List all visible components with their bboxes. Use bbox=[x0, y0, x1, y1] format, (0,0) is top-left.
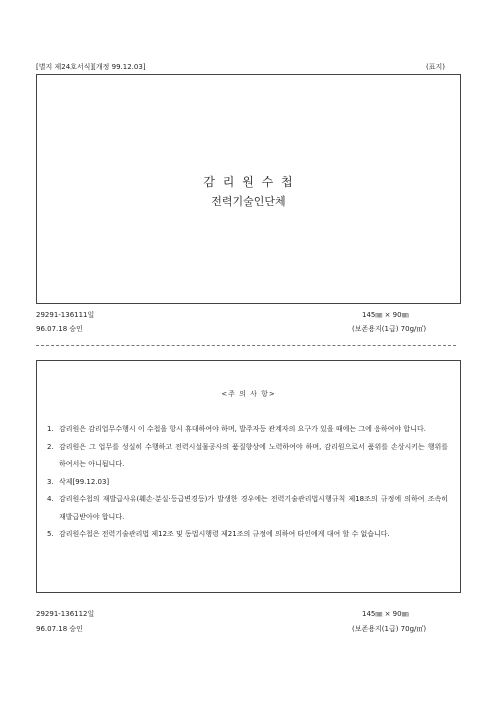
notice-item-text: 감리원은 그 업무를 성실히 수행하고 전력시설물공사의 품질향상에 노력하여야 하며, 감리원으로서 품위를 손상시키는 행위를 하여서는 아니됩니다. bbox=[59, 442, 448, 468]
notice-item-text: 삭제[99.12.03] bbox=[59, 477, 110, 486]
notice-item-number: 2. bbox=[47, 442, 54, 451]
form-size: 145㎜ × 90㎜ bbox=[362, 311, 409, 319]
form-size: 145㎜ × 90㎜ bbox=[362, 610, 409, 618]
notice-heading: <주 의 사 항> bbox=[221, 390, 276, 398]
notice-item-text: 감리원수첩은 전력기술관리법 제12조 및 동법시행령 제21조의 규정에 의하여 타인에게 대여 할 수 없습니다. bbox=[59, 530, 390, 538]
approval-date: 96.07.18 승인 bbox=[36, 625, 83, 633]
cut-line bbox=[36, 345, 456, 346]
notice-item bbox=[37, 474, 460, 492]
notice-item bbox=[37, 491, 460, 526]
form-number-label: [별지 제24호서식][개정 99.12.03] bbox=[36, 63, 146, 71]
paper-spec: (보존용지(1급) 70g/㎡) bbox=[352, 325, 427, 333]
issuer-name: 전력기술인단체 bbox=[211, 195, 286, 208]
notice-item-text: 감리원은 감리업무수행시 이 수첩을 항시 휴대하여야 하며, 발주자등 관계자의 요구가 있을 때에는 그에 응하여야 합니다. bbox=[59, 425, 426, 433]
notice-item-number: 3. bbox=[47, 477, 54, 486]
paper-spec: (보존용지(1급) 70g/㎡) bbox=[352, 625, 427, 633]
notice-page bbox=[36, 360, 461, 593]
form-code: 29291-136112일 bbox=[36, 610, 95, 618]
notice-item bbox=[37, 439, 460, 474]
notice-item-number: 5. bbox=[47, 530, 54, 538]
notice-list bbox=[37, 421, 460, 544]
notice-item bbox=[37, 526, 460, 544]
notice-item bbox=[37, 421, 460, 439]
approval-date: 96.07.18 승인 bbox=[36, 325, 83, 333]
cover-page bbox=[36, 74, 461, 304]
notice-item-number: 1. bbox=[47, 425, 54, 433]
booklet-title: 감 리 원 수 첩 bbox=[203, 175, 294, 189]
notice-item-text: 감리원수첩의 재발급사유(훼손·분실·등급변경등)가 발생한 경우에는 전력기술관리법시행규칙 제18조의 규정에 의하여 조속히 재발급받아야 합니다. bbox=[59, 495, 448, 521]
form-type-label: (표지) bbox=[426, 63, 445, 71]
notice-item-number: 4. bbox=[47, 495, 54, 503]
form-code: 29291-136111일 bbox=[36, 311, 95, 319]
